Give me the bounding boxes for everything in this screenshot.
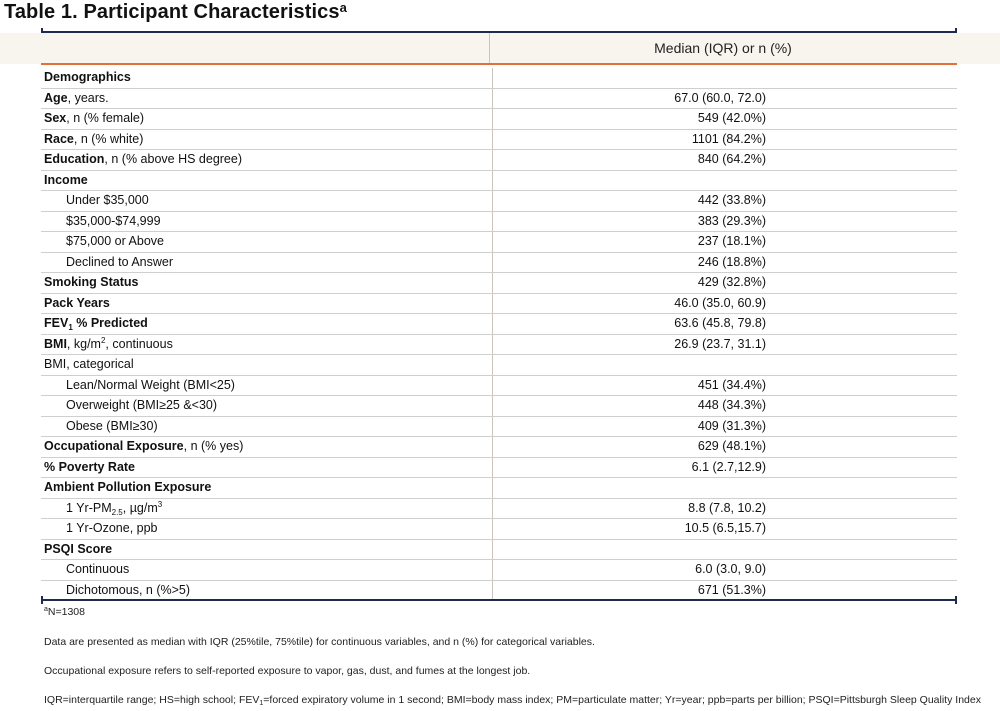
row-value: 6.0 (3.0, 9.0) xyxy=(493,560,958,581)
footnote-abbreviations xyxy=(44,694,981,706)
row-label-text: Lean/Normal Weight (BMI<25) xyxy=(66,377,235,392)
table-row xyxy=(41,191,957,212)
abbrev-after: =forced expiratory volume in 1 second; BMI=body mass index; PM=particulate matter; Yr=year; ppb=parts per billion; PSQI=Pittsburgh Sleep Quality Index xyxy=(263,694,981,706)
abbrev-sub: 1 xyxy=(259,700,264,707)
row-label-text: $35,000-$74,999 xyxy=(66,213,161,228)
row-label-text: , n (% white) xyxy=(73,131,144,146)
row-label-text: Dichotomous, n (%>5) xyxy=(66,582,191,597)
row-label xyxy=(41,191,493,212)
row-label-bold-after: % Predicted xyxy=(72,316,148,330)
row-value: 409 (31.3%) xyxy=(493,416,958,437)
table-row xyxy=(41,293,957,314)
table-title-text: Table 1. Participant Characteristics xyxy=(4,1,340,23)
value-column-header: Median (IQR) or n (%) xyxy=(654,40,792,56)
row-label-text: , n (% female) xyxy=(66,111,145,125)
row-value xyxy=(493,539,958,560)
row-label xyxy=(41,314,493,335)
row-label-text: , n (% yes) xyxy=(183,439,244,453)
footnote-occupational-note: Occupational exposure refers to self-reported exposure to vapor, gas, dust, and fumes at the longest job. xyxy=(44,665,531,677)
row-value: 671 (51.3%) xyxy=(493,580,958,601)
row-label-bold: Education xyxy=(44,152,105,166)
row-label-bold: Occupational Exposure xyxy=(44,439,184,453)
row-label xyxy=(41,109,493,130)
row-label xyxy=(41,88,493,109)
row-label-subscript: 2.5 xyxy=(111,507,123,517)
row-label xyxy=(41,68,493,88)
table-body xyxy=(41,68,957,601)
header-underline xyxy=(41,63,957,65)
table-row xyxy=(41,273,957,294)
row-label-text: 1 Yr-Ozone, ppb xyxy=(66,521,158,535)
row-label-bold: Income xyxy=(44,172,88,187)
row-label xyxy=(41,560,493,581)
table-row xyxy=(41,519,957,540)
row-label-superscript: 2 xyxy=(100,335,106,345)
row-label-bold: Race xyxy=(44,131,74,146)
row-label-bold: Smoking Status xyxy=(44,275,139,289)
table-row xyxy=(41,375,957,396)
row-label-bold: Ambient Pollution Exposure xyxy=(44,480,212,494)
row-value: 429 (32.8%) xyxy=(493,273,958,294)
table-row xyxy=(41,109,957,130)
table-row xyxy=(41,498,957,519)
row-label xyxy=(41,170,493,191)
row-value: 63.6 (45.8, 79.8) xyxy=(493,314,958,335)
row-value: 8.8 (7.8, 10.2) xyxy=(493,498,958,519)
row-value: 237 (18.1%) xyxy=(493,232,958,253)
table-row xyxy=(41,355,957,376)
table-title xyxy=(4,0,347,24)
row-label-text: , n (% above HS degree) xyxy=(104,152,242,166)
row-label xyxy=(41,457,493,478)
row-value: 383 (29.3%) xyxy=(493,211,958,232)
row-label xyxy=(41,355,493,376)
row-value: 26.9 (23.7, 31.1) xyxy=(493,334,958,355)
row-label xyxy=(41,498,493,519)
row-value xyxy=(493,478,958,499)
table-row xyxy=(41,478,957,499)
row-label xyxy=(41,273,493,294)
row-label-bold-text: FEV xyxy=(44,316,69,330)
row-label xyxy=(41,519,493,540)
row-label-text: , kg/m xyxy=(66,336,101,351)
row-value: 451 (34.4%) xyxy=(493,375,958,396)
abbrev-before: IQR=interquartile range; HS=high school; FEV xyxy=(44,694,260,706)
footnote-n-text: N=1308 xyxy=(47,606,85,618)
row-label-bold xyxy=(44,316,148,330)
row-value: 448 (34.3%) xyxy=(493,396,958,417)
row-label-bold: Demographics xyxy=(44,70,131,84)
row-label xyxy=(41,416,493,437)
row-value: 840 (64.2%) xyxy=(493,150,958,171)
row-label xyxy=(41,396,493,417)
row-label-subscript: 1 xyxy=(68,323,73,332)
row-label-text: Continuous xyxy=(66,562,130,576)
row-label-text: BMI, categorical xyxy=(44,357,134,371)
row-label-after: , µg/m xyxy=(122,500,158,515)
row-label-superscript: 3 xyxy=(157,499,163,509)
row-label-bold: Age xyxy=(44,90,68,105)
table-row xyxy=(41,539,957,560)
row-value: 10.5 (6.5,15.7) xyxy=(493,519,958,540)
row-label-text: $75,000 or Above xyxy=(66,234,164,248)
row-value: 67.0 (60.0, 72.0) xyxy=(493,88,958,109)
bottom-rule xyxy=(41,599,957,601)
row-label-text: 1 Yr-PM xyxy=(66,500,112,515)
characteristics-table xyxy=(41,68,957,601)
table-row xyxy=(41,457,957,478)
table-row xyxy=(41,252,957,273)
row-label-text: Declined to Answer xyxy=(66,254,174,269)
row-value: 1101 (84.2%) xyxy=(493,129,958,150)
row-label xyxy=(41,293,493,314)
footnote-n-marker: a xyxy=(44,606,48,613)
table-row xyxy=(41,560,957,581)
table-row xyxy=(41,416,957,437)
table-row xyxy=(41,580,957,601)
row-value xyxy=(493,170,958,191)
row-label xyxy=(41,232,493,253)
table-row xyxy=(41,129,957,150)
table-row xyxy=(41,396,957,417)
row-label xyxy=(41,478,493,499)
table-row xyxy=(41,170,957,191)
row-label xyxy=(41,150,493,171)
table-row xyxy=(41,68,957,88)
table-row xyxy=(41,232,957,253)
row-value: 6.1 (2.7,12.9) xyxy=(493,457,958,478)
row-label xyxy=(41,129,493,150)
table-title-marker: a xyxy=(339,0,347,15)
row-value xyxy=(493,355,958,376)
row-value: 442 (33.8%) xyxy=(493,191,958,212)
table-row xyxy=(41,88,957,109)
row-label xyxy=(41,539,493,560)
table-row xyxy=(41,334,957,355)
row-value: 46.0 (35.0, 60.9) xyxy=(493,293,958,314)
row-value: 549 (42.0%) xyxy=(493,109,958,130)
row-label xyxy=(41,252,493,273)
table-row xyxy=(41,314,957,335)
row-label-text: Obese (BMI≥30) xyxy=(66,418,158,433)
row-value xyxy=(493,68,958,88)
row-label-bold: Sex xyxy=(44,111,67,125)
footnote-data-note: Data are presented as median with IQR (25%tile, 75%tile) for continuous variables, and n (%) for categorical variables. xyxy=(44,636,595,648)
row-label xyxy=(41,437,493,458)
row-label-after: , continuous xyxy=(105,336,173,351)
row-value: 246 (18.8%) xyxy=(493,252,958,273)
row-label-text: Overweight (BMI≥25 &<30) xyxy=(66,398,218,412)
table-row xyxy=(41,437,957,458)
row-label-bold: BMI xyxy=(44,336,67,351)
row-value: 629 (48.1%) xyxy=(493,437,958,458)
row-label xyxy=(41,375,493,396)
row-label xyxy=(41,211,493,232)
row-label-text: , years. xyxy=(67,90,109,105)
footnote-n xyxy=(44,606,85,618)
row-label-bold: % Poverty Rate xyxy=(44,459,136,474)
table-row xyxy=(41,150,957,171)
row-label xyxy=(41,334,493,355)
row-label-bold: Pack Years xyxy=(44,295,110,310)
row-label-text: Under $35,000 xyxy=(66,193,149,207)
row-label-bold: PSQI Score xyxy=(44,541,113,556)
row-label xyxy=(41,580,493,601)
table-row xyxy=(41,211,957,232)
